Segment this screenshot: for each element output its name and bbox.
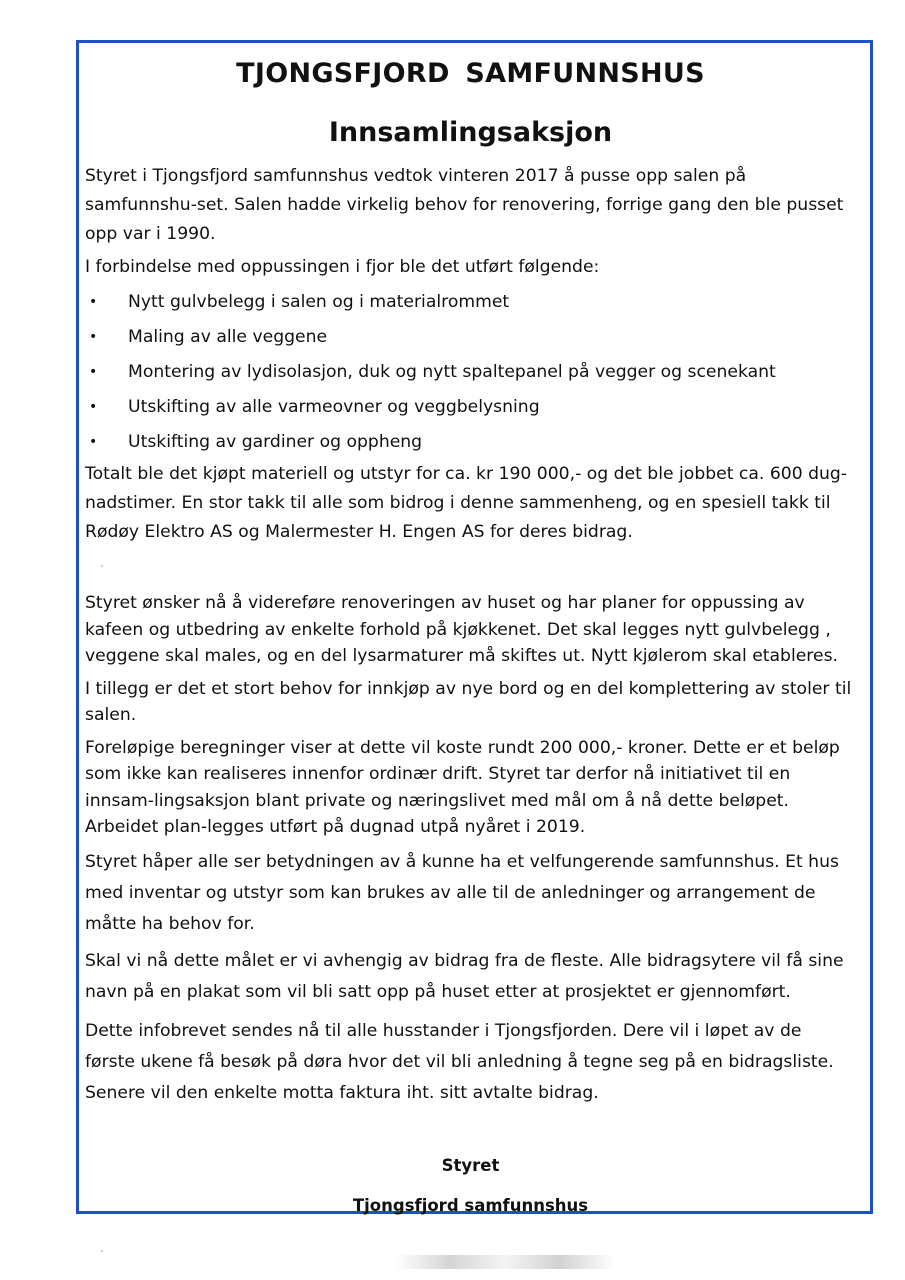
plans-paragraph: Styret ønsker nå å videreføre renoveringen av huset og har planer for oppussing av kafeen og utbedring av enkelte forhold på kjøkkenet. Det skal legges nytt gulvbelegg , veggene skal males, og en del lysarmaturer må skiftes ut. Nytt kjølerom skal etableres.	[85, 593, 838, 666]
scan-smudge	[395, 1255, 615, 1269]
document-subtitle: Innsamlingsaksjon	[328, 117, 613, 148]
intro-paragraph: Styret i Tjongsfjord samfunnshus vedtok vinteren 2017 å pusse opp salen på samfunnshu-set. Salen hadde virkelig behov for renovering, forrige gang den ble pusset opp var i 1990.	[85, 166, 844, 244]
furniture-paragraph: I tillegg er det et stort behov for innkjøp av nye bord og en del komplettering av stoler til salen.	[85, 678, 852, 725]
scan-speck	[101, 565, 103, 567]
document-title: TJONGSFJORD SAMFUNNSHUS	[236, 58, 705, 89]
list-item-text: Maling av alle veggene	[128, 327, 328, 347]
hope-paragraph: Styret håper alle ser betydningen av å kunne ha et velfungerende samfunnshus. Et hus med inventar og utstyr som kan brukes av alle til de anledninger og arrangement de måtte ha behov for.	[85, 851, 839, 934]
visit-paragraph: Dette infobrevet sendes nå til alle husstander i Tjongsfjorden. Dere vil i løpet av de første ukene få besøk på døra hvor det vil bli anledning å tegne seg på en bidragsliste. Senere vil den enkelte motta faktura iht. sitt avtalte bidrag.	[85, 1020, 834, 1103]
scan-speck	[101, 1250, 103, 1252]
work-done-list	[85, 288, 856, 457]
list-intro-paragraph: I forbindelse med oppussingen i fjor ble det utført følgende:	[85, 257, 600, 277]
contributors-paragraph: Skal vi nå dette målet er vi avhengig av bidrag fra de fleste. Alle bidragsytere vil få sine navn på en plakat som vil bli satt opp på huset etter at prosjektet er gjennomført.	[85, 950, 844, 1002]
list-item	[85, 358, 856, 387]
bullet-icon: •	[89, 434, 98, 450]
bullet-icon: •	[89, 399, 98, 415]
list-item	[85, 393, 856, 422]
list-item-text: Utskifting av alle varmeovner og veggbelysning	[128, 397, 540, 417]
signature-organisation: Tjongsfjord samfunnshus	[352, 1195, 589, 1215]
document-content	[79, 43, 870, 1217]
list-item	[85, 323, 856, 352]
cost-paragraph: Foreløpige beregninger viser at dette vil koste rundt 200 000,- kroner. Dette er et beløp som ikke kan realiseres innenfor ordinær drift. Styret tar derfor nå initiativet til en innsam-lingsaksjon blant private og næringslivet med mål om å nå dette beløpet. Arbeidet plan-legges utført på dugnad utpå nyåret i 2019.	[85, 737, 840, 837]
bullet-icon: •	[89, 364, 98, 380]
bullet-icon: •	[89, 294, 98, 310]
list-item-text: Nytt gulvbelegg i salen og i materialrommet	[128, 292, 510, 312]
bullet-icon: •	[89, 329, 98, 345]
document-border	[76, 40, 873, 1214]
list-item	[85, 288, 856, 317]
summary-paragraph: Totalt ble det kjøpt materiell og utstyr for ca. kr 190 000,- og det ble jobbet ca. 600 dug-nadstimer. En stor takk til alle som bidrog i denne sammenheng, og en spesiell takk til Rødøy Elektro AS og Malermester H. Engen AS for deres bidrag.	[85, 464, 848, 542]
list-item-text: Montering av lydisolasjon, duk og nytt spaltepanel på vegger og scenekant	[128, 362, 776, 382]
list-item-text: Utskifting av gardiner og oppheng	[128, 432, 423, 452]
signature-board: Styret	[441, 1155, 500, 1175]
list-item	[85, 428, 856, 457]
